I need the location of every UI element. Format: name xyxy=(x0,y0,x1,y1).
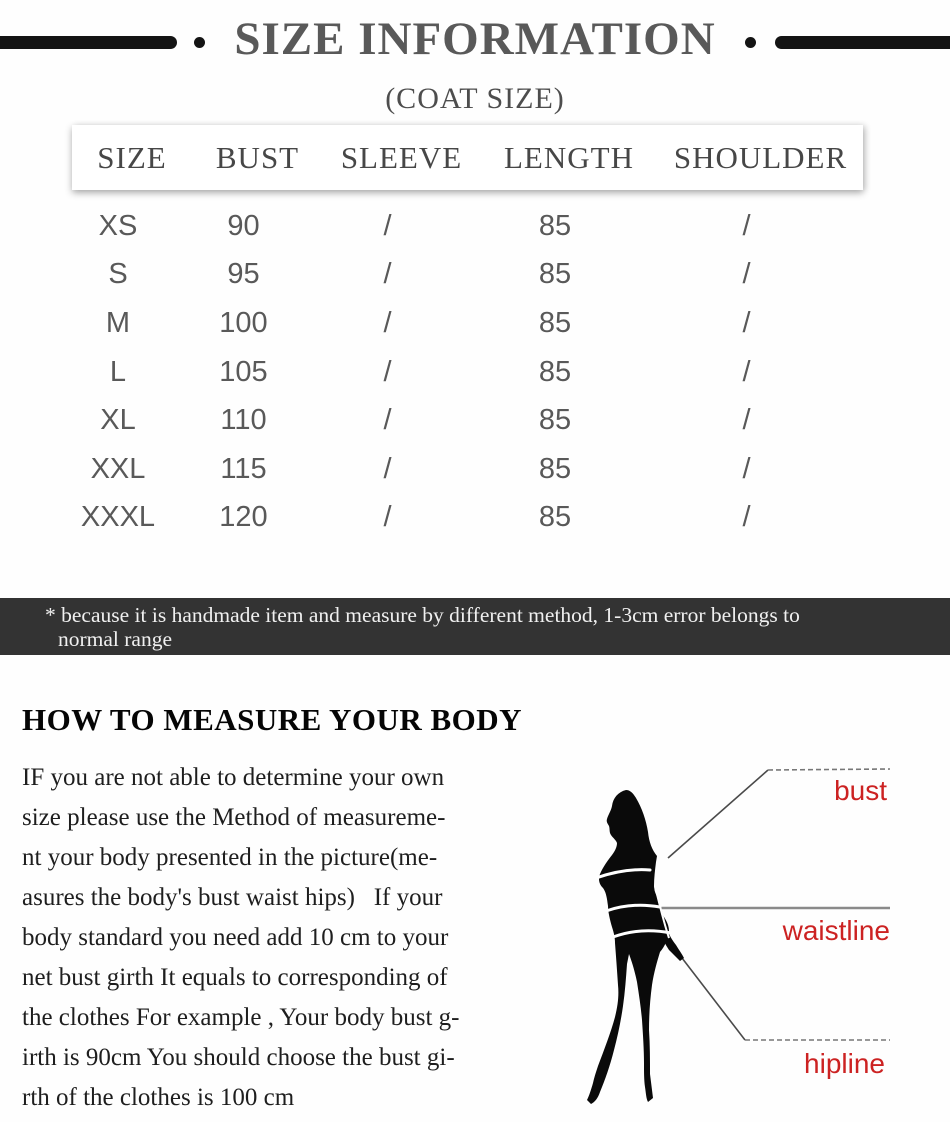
cell-size: XXL xyxy=(90,452,146,485)
table-row xyxy=(58,445,849,494)
page-title: SIZE INFORMATION xyxy=(234,13,716,65)
cell-sleeve: / xyxy=(383,452,392,485)
table-row xyxy=(58,251,849,300)
cell-bust: 115 xyxy=(220,452,267,485)
woman-silhouette-icon xyxy=(587,790,684,1104)
cell-length: 85 xyxy=(538,452,572,485)
column-header: BUST xyxy=(215,139,300,175)
cell-length: 85 xyxy=(538,209,572,242)
cell-shoulder: / xyxy=(742,404,751,437)
cell-shoulder: / xyxy=(742,258,751,291)
cell-sleeve: / xyxy=(383,209,392,242)
how-to-measure-heading: HOW TO MEASURE YOUR BODY xyxy=(22,702,523,737)
divider-dot-right-icon xyxy=(745,37,756,48)
column-header: SHOULDER xyxy=(673,139,848,175)
cell-length: 85 xyxy=(538,306,572,339)
instruction-line: IF you are not able to determine your own xyxy=(22,764,445,791)
cell-bust: 100 xyxy=(219,306,268,339)
cell-bust: 95 xyxy=(227,258,260,291)
size-table-header xyxy=(72,125,863,190)
cell-sleeve: / xyxy=(383,501,392,534)
cell-size: XXXL xyxy=(80,501,156,534)
bust-leader-line xyxy=(668,770,768,858)
instruction-line: size please use the Method of measureme- xyxy=(22,804,446,831)
instruction-line: net bust girth It equals to corresponding of xyxy=(22,964,448,991)
cell-bust: 110 xyxy=(220,404,267,437)
cell-shoulder: / xyxy=(742,306,751,339)
cell-length: 85 xyxy=(538,355,572,388)
column-header: SLEEVE xyxy=(340,139,463,175)
cell-bust: 105 xyxy=(219,355,268,388)
cell-sleeve: / xyxy=(383,258,392,291)
instruction-line: body standard you need add 10 cm to your xyxy=(22,924,449,951)
instruction-line: irth is 90cm You should choose the bust gi- xyxy=(22,1044,455,1071)
coat-size-subtitle: (COAT SIZE) xyxy=(385,82,565,115)
column-header: SIZE xyxy=(97,139,167,175)
instruction-line: the clothes For example , Your body bust g- xyxy=(22,1004,460,1031)
column-header: LENGTH xyxy=(504,139,634,175)
cell-length: 85 xyxy=(538,501,572,534)
waistline-label: waistline xyxy=(782,915,890,946)
cell-bust: 120 xyxy=(219,501,268,534)
hipline-leader-line xyxy=(682,958,745,1040)
section-header xyxy=(0,0,950,86)
table-row xyxy=(58,494,849,543)
table-row xyxy=(58,396,849,445)
note-line: normal range xyxy=(58,627,173,651)
size-table-body xyxy=(58,202,849,542)
instruction-line: asures the body's bust waist hips) If your xyxy=(22,884,443,911)
cell-length: 85 xyxy=(538,258,572,291)
cell-sleeve: / xyxy=(383,404,392,437)
divider-line-right-icon xyxy=(775,36,950,49)
cell-size: XL xyxy=(100,404,136,437)
cell-shoulder: / xyxy=(742,501,751,534)
measurement-note-banner xyxy=(0,598,950,655)
cell-size: XS xyxy=(98,209,138,242)
note-line: * because it is handmade item and measure by different method, 1-3cm error belongs to xyxy=(45,603,800,627)
hipline-label: hipline xyxy=(804,1048,885,1079)
bust-label: bust xyxy=(834,775,887,806)
body-measurement-figure xyxy=(540,700,950,1122)
table-row xyxy=(58,202,849,251)
measure-instructions xyxy=(22,758,562,1118)
cell-size: M xyxy=(105,306,131,339)
cell-size: L xyxy=(109,355,127,388)
cell-bust: 90 xyxy=(227,209,260,242)
table-row xyxy=(58,348,849,397)
instruction-line: rth of the clothes is 100 cm xyxy=(22,1084,295,1111)
table-row xyxy=(58,299,849,348)
cell-size: S xyxy=(108,258,128,291)
cell-length: 85 xyxy=(538,404,572,437)
cell-shoulder: / xyxy=(742,209,751,242)
cell-sleeve: / xyxy=(383,306,392,339)
cell-sleeve: / xyxy=(383,355,392,388)
instruction-line: nt your body presented in the picture(me- xyxy=(22,844,438,871)
cell-shoulder: / xyxy=(742,355,751,388)
cell-shoulder: / xyxy=(742,452,751,485)
bust-dashed-line xyxy=(768,769,890,770)
